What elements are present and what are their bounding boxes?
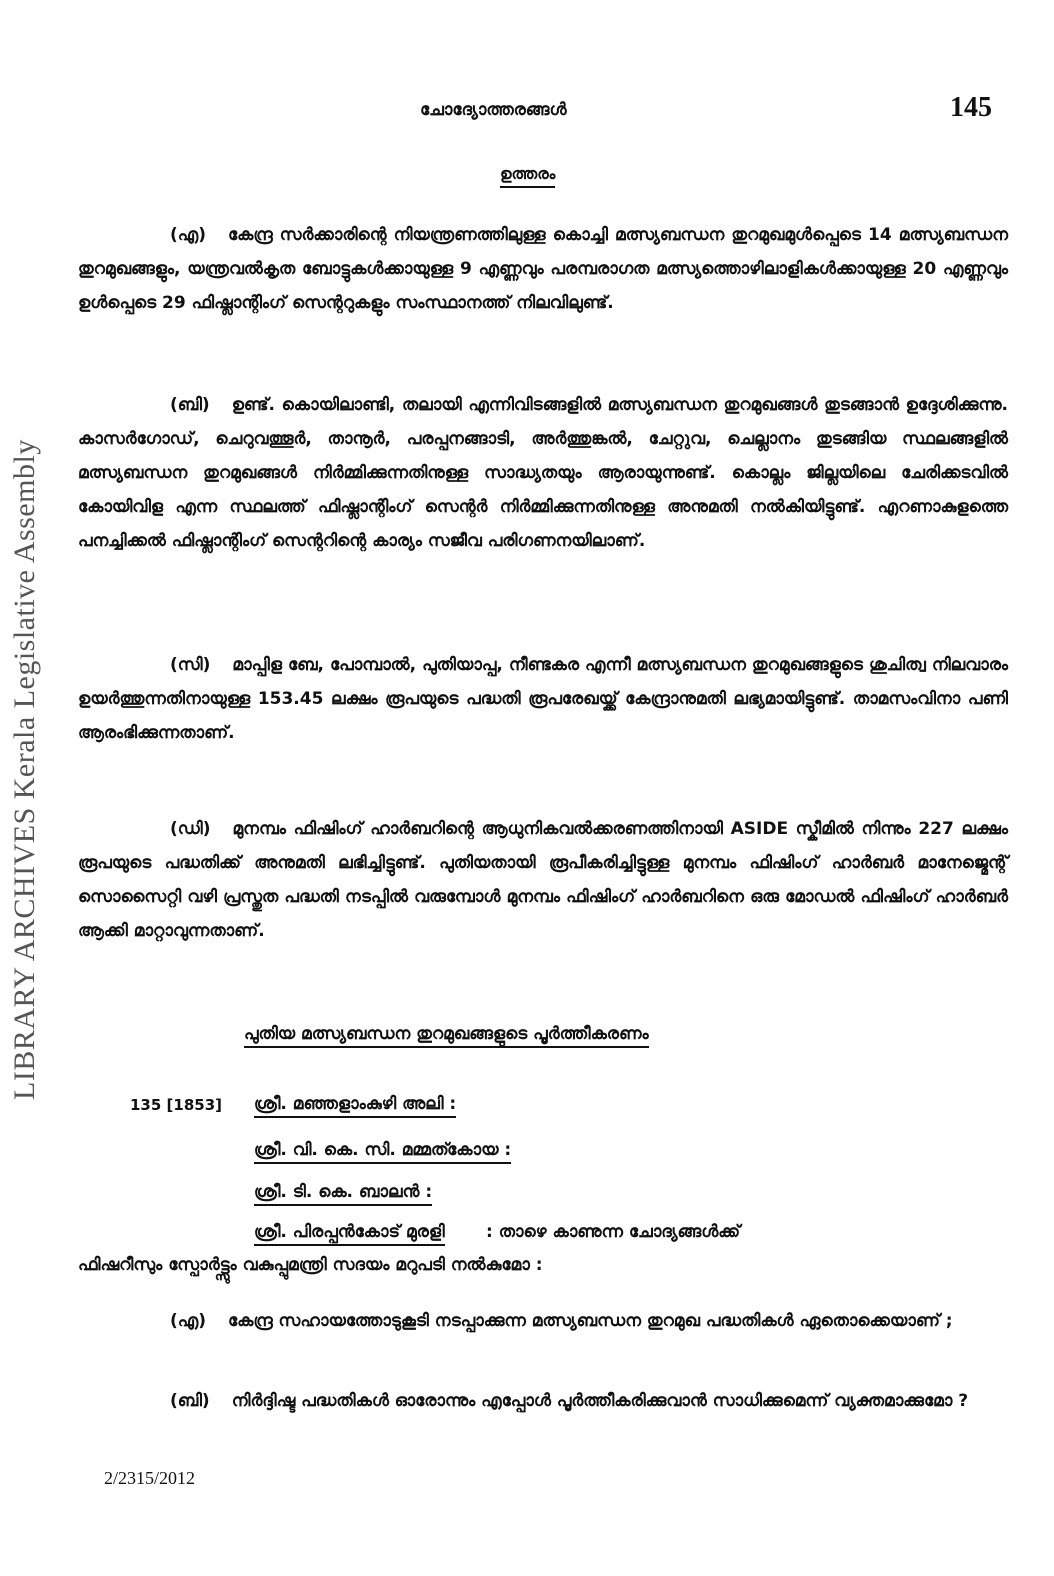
archive-watermark-text: LIBRARY ARCHIVES Kerala Legislative Assembly <box>8 439 41 1100</box>
answer-label-a: (എ) <box>170 225 206 245</box>
answer-paragraph-b <box>78 388 1008 558</box>
question-intro-tail: : താഴെ കാണുന്ന ചോദ്യങ്ങൾക്ക് <box>486 1222 741 1242</box>
page-header <box>0 92 1054 132</box>
question-number: 135 [1853] <box>130 1096 222 1114</box>
member-name-2: ശ്രീ. വി. കെ. സി. മമ്മത്കോയ : <box>254 1140 511 1164</box>
member-name-3: ശ്രീ. ടി. കെ. ബാലൻ : <box>254 1182 432 1206</box>
question-text-b: നിർദ്ദിഷ്ട പദ്ധതികൾ ഓരോന്നും എപ്പോൾ പൂർത്തീകരിക്കുവാൻ സാധിക്കുമെന്ന് വ്യക്തമാക്കുമോ ? <box>231 1391 969 1411</box>
question-label-a: (എ) <box>170 1311 206 1331</box>
question-label-b: (ബി) <box>170 1391 210 1411</box>
answer-text-d: മുനമ്പം ഫിഷിംഗ് ഹാർബറിന്റെ ആധുനികവൽക്കരണത്തിനായി ASIDE സ്കീമിൽ നിന്നും 227 ലക്ഷം രൂപയുടെ പദ്ധതിക്ക് അനുമതി ലഭിച്ചിട്ടുണ്ട്. പുതിയതായി രൂപീകരിച്ചിട്ടുള്ള മുനമ്പം ഫിഷിംഗ് ഹാർബർ മാനേജ്മെന്റ് സൊസൈറ്റി വഴി പ്രസ്തുത പദ്ധതി നടപ്പിൽ വരുമ്പോൾ മുനമ്പം ഫിഷിംഗ് ഹാർബറിനെ ഒരു മോഡൽ ഫിഷിംഗ് ഹാർബർ ആക്കി മാറ്റാവുന്നതാണ്. <box>78 819 1008 941</box>
answer-text-b: ഉണ്ട്. കൊയിലാണ്ടി, തലായി എന്നിവിടങ്ങളിൽ മത്സ്യബന്ധന തുറമുഖങ്ങൾ തുടങ്ങാൻ ഉദ്ദേശിക്കുന്നു. കാസർഗോഡ്, ചെറുവത്തൂർ, താനൂർ, പരപ്പനങ്ങാടി, അർത്തുങ്കൽ, ചേറ്റുവ, ചെല്ലാനം തുടങ്ങിയ സ്ഥലങ്ങളിൽ മത്സ്യബന്ധന തുറമുഖങ്ങൾ നിർമ്മിക്കുന്നതിനുള്ള സാദ്ധ്യതയും ആരായുന്നുണ്ട്. കൊല്ലം ജില്ലയിലെ ചേരിക്കടവിൽ കോയിവിള എന്ന സ്ഥലത്ത് ഫിഷ്ലാന്റിംഗ് സെന്റർ നിർമ്മിക്കുന്നതിനുള്ള അനുമതി നൽകിയിട്ടുണ്ട്. എറണാകുളത്തെ പനച്ചിക്കൽ ഫിഷ്ലാന്റിംഗ് സെന്ററിന്റെ കാര്യം സജീവ പരിഗണനയിലാണ്. <box>78 395 1008 551</box>
member-name-1: ശ്രീ. മഞ്ഞളാംകുഴി അലി : <box>254 1094 456 1118</box>
section-title: പുതിയ മത്സ്യബന്ധന തുറമുഖങ്ങളുടെ പൂർത്തീകരണം <box>244 1024 649 1048</box>
question-part-a <box>78 1304 1008 1338</box>
answer-text-c: മാപ്പിള ബേ, പോമ്പാൽ, പുതിയാപ്പ, നീണ്ടകര എന്നീ മത്സ്യബന്ധന തുറമുഖങ്ങളുടെ ശുചിത്വ നിലവാരം ഉയർത്തുന്നതിനായുള്ള 153.45 ലക്ഷം രൂപയുടെ പദ്ധതി രൂപരേഖയ്ക്ക് കേന്ദ്രാനുമതി ലഭ്യമായിട്ടുണ്ട്. താമസംവിനാ പണി ആരംഭിക്കുന്നതാണ്. <box>78 655 1008 743</box>
running-title: ചോദ്യോത്തരങ്ങൾ <box>420 100 567 120</box>
member-name-4: ശ്രീ. പിരപ്പൻകോട് മുരളി <box>254 1222 445 1246</box>
question-text-a: കേന്ദ്ര സഹായത്തോടുകൂടി നടപ്പാക്കുന്ന മത്സ്യബന്ധന തുറമുഖ പദ്ധതികൾ ഏതൊക്കെയാണ് ; <box>228 1311 953 1331</box>
answer-text-a: കേന്ദ്ര സർക്കാരിന്റെ നിയന്ത്രണത്തിലുള്ള കൊച്ചി മത്സ്യബന്ധന തുറമുഖമുൾപ്പെടെ 14 മത്സ്യബന്ധന തുറമുഖങ്ങളും, യന്ത്രവൽകൃത ബോട്ടുകൾക്കായുള്ള 9 എണ്ണവും പരമ്പരാഗത മത്സ്യത്തൊഴിലാളികൾക്കായുള്ള 20 എണ്ണവും ഉൾപ്പെടെ 29 ഫിഷ്ലാന്റിംഗ് സെന്ററുകളും സംസ്ഥാനത്ത് നിലവിലുണ്ട്. <box>78 225 1008 313</box>
answer-paragraph-c <box>78 648 1008 750</box>
answer-paragraph-a <box>78 218 1008 320</box>
answer-label-b: (ബി) <box>170 395 210 415</box>
answer-label-d: (ഡി) <box>170 819 211 839</box>
page-number: 145 <box>950 92 992 123</box>
question-part-b <box>78 1384 1008 1418</box>
question-intro-line: ഫിഷറീസും സ്പോർട്ട്സും വകുപ്പുമന്ത്രി സദയം മറുപടി നൽകുമോ : <box>78 1255 543 1275</box>
footer-code: 2/2315/2012 <box>104 1468 196 1488</box>
answer-label-c: (സി) <box>170 655 211 675</box>
answer-paragraph-d <box>78 812 1008 948</box>
answer-heading: ഉത്തരം <box>500 164 555 188</box>
